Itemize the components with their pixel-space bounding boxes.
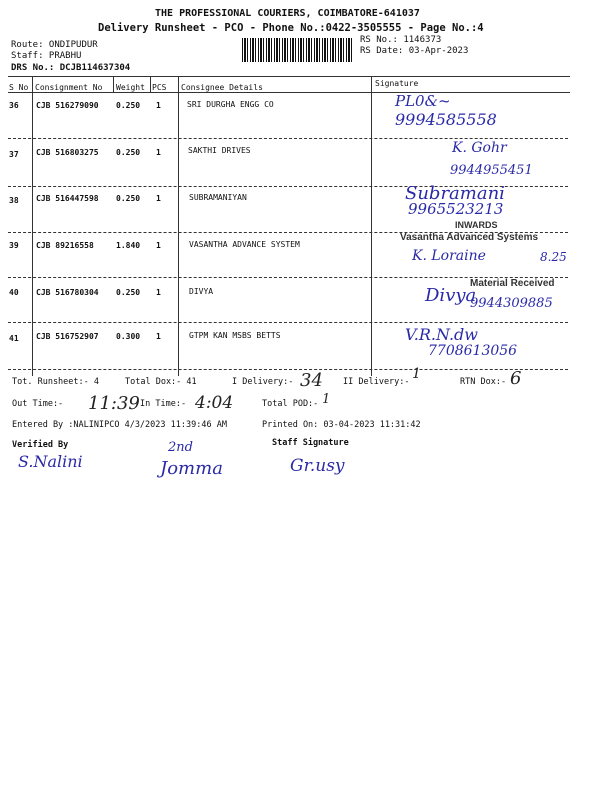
total-pod-value: 1 xyxy=(322,392,331,407)
row-pcs: 1 xyxy=(156,101,161,110)
out-time-value: 11:39 xyxy=(88,393,140,414)
row-consignment: CJB 516780304 xyxy=(36,288,99,297)
in-time-label: In Time:- xyxy=(140,399,187,409)
rtn-dox-value: 6 xyxy=(510,368,522,389)
table-header-rule xyxy=(8,92,570,93)
company-stamp: Vasantha Advanced Systems xyxy=(400,232,539,243)
phone-handwriting: 9944955451 xyxy=(450,163,533,178)
row-consignment: CJB 89216558 xyxy=(36,241,94,250)
row-separator xyxy=(8,138,568,139)
col-header-pcs: PCS xyxy=(152,83,167,92)
col-divider xyxy=(113,76,114,92)
staff-signature-label: Staff Signature xyxy=(272,438,349,448)
row-weight: 0.250 xyxy=(116,148,141,157)
drs-number: DRS No.: DCJB114637304 xyxy=(11,63,131,73)
row-weight: 0.250 xyxy=(116,288,141,297)
row-sno: 39 xyxy=(9,241,19,250)
total-pod-label: Total POD:- xyxy=(262,399,319,409)
phone-handwriting: 9994585558 xyxy=(395,110,497,129)
row-consignee: GTPM KAN MSBS BETTS xyxy=(189,331,281,340)
row-sno: 37 xyxy=(9,150,19,159)
row-consignment: CJB 516279090 xyxy=(36,101,99,110)
row-consignee: SRI DURGHA ENGG CO xyxy=(187,100,274,109)
row-consignment: CJB 516752907 xyxy=(36,332,99,341)
row-weight: 0.250 xyxy=(116,101,141,110)
company-title: THE PROFESSIONAL COURIERS, COIMBATORE-641037 xyxy=(155,8,420,19)
phone-handwriting: 9965523213 xyxy=(408,200,504,218)
col-divider xyxy=(371,76,372,376)
ii-delivery-label: II Delivery:- xyxy=(343,377,410,387)
col-header-sno: S No xyxy=(9,83,29,92)
row-consignee: SUBRAMANIYAN xyxy=(189,193,247,202)
row-consignee: SAKTHI DRIVES xyxy=(188,146,251,155)
col-header-consignee: Consignee Details xyxy=(181,83,263,92)
rtn-dox-label: RTN Dox:- xyxy=(460,377,507,387)
row-consignee: DIVYA xyxy=(189,287,214,296)
row-sno: 38 xyxy=(9,196,19,205)
i-delivery-label: I Delivery:- xyxy=(232,377,294,387)
total-dox: Total Dox:- 41 xyxy=(125,377,197,387)
signature-handwriting: Divya xyxy=(425,285,477,306)
rs-date: RS Date: 03-Apr-2023 xyxy=(360,46,469,56)
row-consignment: CJB 516803275 xyxy=(36,148,99,157)
col-header-weight: Weight xyxy=(116,83,145,92)
phone-handwriting: 9944309885 xyxy=(470,296,553,311)
total-runsheet: Tot. Runsheet:- 4 xyxy=(12,377,99,387)
row-sno: 36 xyxy=(9,101,19,110)
row-weight: 0.300 xyxy=(116,332,141,341)
out-time-label: Out Time:- xyxy=(12,399,64,409)
row-pcs: 1 xyxy=(156,194,161,203)
phone-handwriting: 7708613056 xyxy=(428,343,518,359)
material-received-stamp: Material Received xyxy=(470,278,555,289)
col-header-signature: Signature xyxy=(375,79,419,88)
row-consignment: CJB 516447598 xyxy=(36,194,99,203)
in-time-value: 4:04 xyxy=(195,393,234,413)
table-top-rule xyxy=(8,76,570,77)
signature-handwriting: V.R.N.dw xyxy=(405,325,478,344)
barcode xyxy=(242,38,354,62)
middle-signature-top: 2nd xyxy=(168,440,193,455)
verified-signature: S.Nalini xyxy=(18,452,83,471)
row-pcs: 1 xyxy=(156,288,161,297)
row-sno: 41 xyxy=(9,334,19,343)
signature-handwriting: PL0&~ xyxy=(395,92,451,110)
middle-signature-bottom: Jomma xyxy=(160,458,223,479)
staff-label: Staff: PRABHU xyxy=(11,51,82,61)
ii-delivery-value: 1 xyxy=(412,366,421,382)
row-weight: 0.250 xyxy=(116,194,141,203)
phone-handwriting: 8.25 xyxy=(540,250,567,264)
signature-handwriting: K. Gohr xyxy=(452,140,507,156)
staff-signature: Gr.usy xyxy=(290,456,345,476)
printed-on: Printed On: 03-04-2023 11:31:42 xyxy=(262,420,421,430)
inwards-stamp: INWARDS xyxy=(455,220,498,230)
signature-handwriting: Subramani xyxy=(405,183,505,204)
col-divider xyxy=(32,76,33,376)
col-header-consignment: Consignment No xyxy=(35,83,103,92)
row-sno: 40 xyxy=(9,288,19,297)
verified-by-label: Verified By xyxy=(12,440,69,450)
rs-number: RS No.: 1146373 xyxy=(360,35,442,45)
row-separator xyxy=(8,369,568,370)
signature-handwriting: K. Loraine xyxy=(412,248,486,264)
row-pcs: 1 xyxy=(156,241,161,250)
row-pcs: 1 xyxy=(156,332,161,341)
i-delivery-value: 34 xyxy=(300,370,323,391)
route-label: Route: ONDIPUDUR xyxy=(11,40,98,50)
entered-by: Entered By :NALINIPCO 4/3/2023 11:39:46 AM xyxy=(12,420,227,430)
row-weight: 1.840 xyxy=(116,241,141,250)
col-divider xyxy=(150,76,151,92)
row-pcs: 1 xyxy=(156,148,161,157)
runsheet-subtitle: Delivery Runsheet - PCO - Phone No.:0422-3505555 - Page No.:4 xyxy=(98,22,484,34)
col-divider xyxy=(178,76,179,376)
row-consignee: VASANTHA ADVANCE SYSTEM xyxy=(189,240,300,249)
row-separator xyxy=(8,322,568,323)
